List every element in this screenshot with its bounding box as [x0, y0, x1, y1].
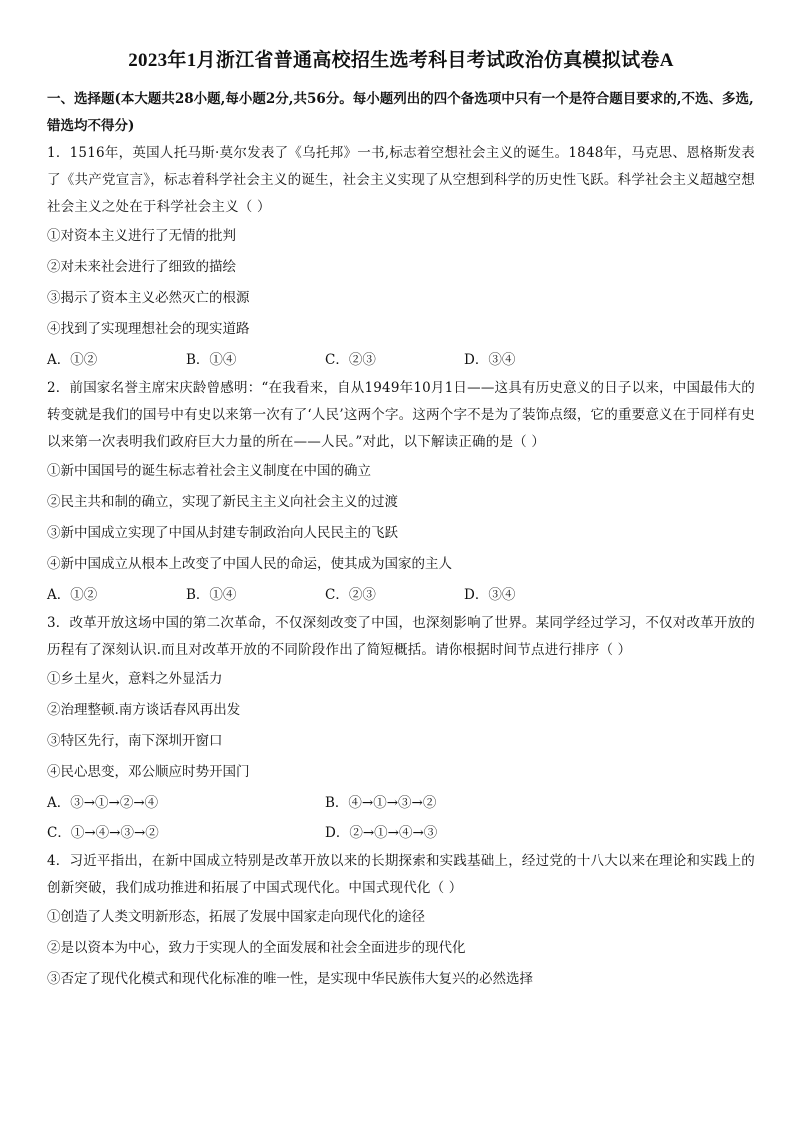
statement-option: ②是以资本为中心，致力于实现人的全面发展和社会全面进步的现代化 — [47, 940, 466, 956]
section-heading: 一、选择题(本大题共28小题,每小题2分,共56分。每小题列出的四个备选项中只有一个是符合题目要求的,不选、多选,错选均不得分) — [47, 91, 754, 134]
question-4 — [47, 848, 755, 995]
choice-d: D．③④ — [464, 587, 516, 603]
statement-option: ②对未来社会进行了细致的描绘 — [47, 259, 236, 275]
choice-a: A．①② — [47, 587, 98, 603]
statement-option: ②治理整顿.南方谈话春风再出发 — [47, 702, 241, 718]
statement-option: ③否定了现代化模式和现代化标准的唯一性，是实现中华民族伟大复兴的必然选择 — [47, 971, 533, 987]
answer-choices — [47, 580, 755, 610]
statement-option: ①创造了人类文明新形态，拓展了发展中国家走向现代化的途径 — [47, 909, 425, 925]
question-2 — [47, 375, 755, 610]
choice-b: B．①④ — [186, 587, 237, 603]
question-stem: 1．1516年，英国人托马斯·莫尔发表了《乌托邦》一书,标志着空想社会主义的诞生。1848年，马克思、恩格斯发表了《共产党宣言》，标志着科学社会主义的诞生，社会主义实现了从空想到科学的历史性飞跃。科学社会主义超越空想社会主义之处在于科学社会主义（ ） — [47, 145, 755, 215]
choice-d: D．③④ — [464, 352, 516, 368]
statement-option: ③特区先行，南下深圳开窗口 — [47, 733, 223, 749]
statement-option: ①新中国国号的诞生标志着社会主义制度在中国的确立 — [47, 463, 371, 479]
statement-option: ①对资本主义进行了无情的批判 — [47, 228, 236, 244]
choice-b: B．①④ — [186, 352, 237, 368]
statement-option: ④民心思变，邓公顺应时势开国门 — [47, 764, 250, 780]
answer-choices — [47, 345, 755, 375]
question-stem: 3．改革开放这场中国的第二次革命，不仅深刻改变了中国，也深刻影响了世界。某同学经过学习，不仅对改革开放的历程有了深刻认识.而且对改革开放的不同阶段作出了简短概括。请你根据时间节点进行排序（ ） — [47, 615, 755, 658]
question-stem: 4．习近平指出，在新中国成立特别是改革开放以来的长期探索和实践基础上，经过党的十八大以来在理论和实践上的创新突破，我们成功推进和拓展了中国式现代化。中国式现代化（ ） — [47, 853, 755, 896]
statement-option: ①乡土星火，意料之外显活力 — [47, 671, 223, 687]
question-1 — [47, 140, 755, 375]
statement-option: ③新中国成立实现了中国从封建专制政治向人民民主的飞跃 — [47, 525, 398, 541]
choice-c: C．②③ — [325, 352, 376, 368]
choice-b: B．④→①→③→② — [325, 795, 437, 811]
exam-title: 2023年1月浙江省普通高校招生选考科目考试政治仿真模拟试卷A — [128, 50, 674, 71]
question-stem: 2．前国家名誉主席宋庆龄曾感明：“在我看来，自从1949年10月1日——这具有历史意义的日子以来，中国最伟大的转变就是我们的国号中有史以来第一次有了‘人民’这两个字。这两个字不是为了装饰点缀，它的重要意义在于同样有史以来第一次表明我们政府巨大力量的所在——人民。”对此，以下解读正确的是（ ） — [47, 380, 755, 450]
answer-choices — [47, 818, 755, 848]
choice-a: A．①② — [47, 352, 98, 368]
statement-option: ④找到了实现理想社会的现实道路 — [47, 321, 250, 337]
answer-choices — [47, 788, 755, 818]
choice-c: C．①→④→③→② — [47, 825, 159, 841]
choice-a: A．③→①→②→④ — [47, 795, 159, 811]
exam-page — [47, 48, 755, 995]
statement-option: ④新中国成立从根本上改变了中国人民的命运，使其成为国家的主人 — [47, 556, 452, 572]
choice-c: C．②③ — [325, 587, 376, 603]
statement-option: ③揭示了资本主义必然灭亡的根源 — [47, 290, 250, 306]
choice-d: D．②→①→④→③ — [325, 825, 438, 841]
question-3 — [47, 610, 755, 848]
statement-option: ②民主共和制的确立，实现了新民主主义向社会主义的过渡 — [47, 494, 398, 510]
